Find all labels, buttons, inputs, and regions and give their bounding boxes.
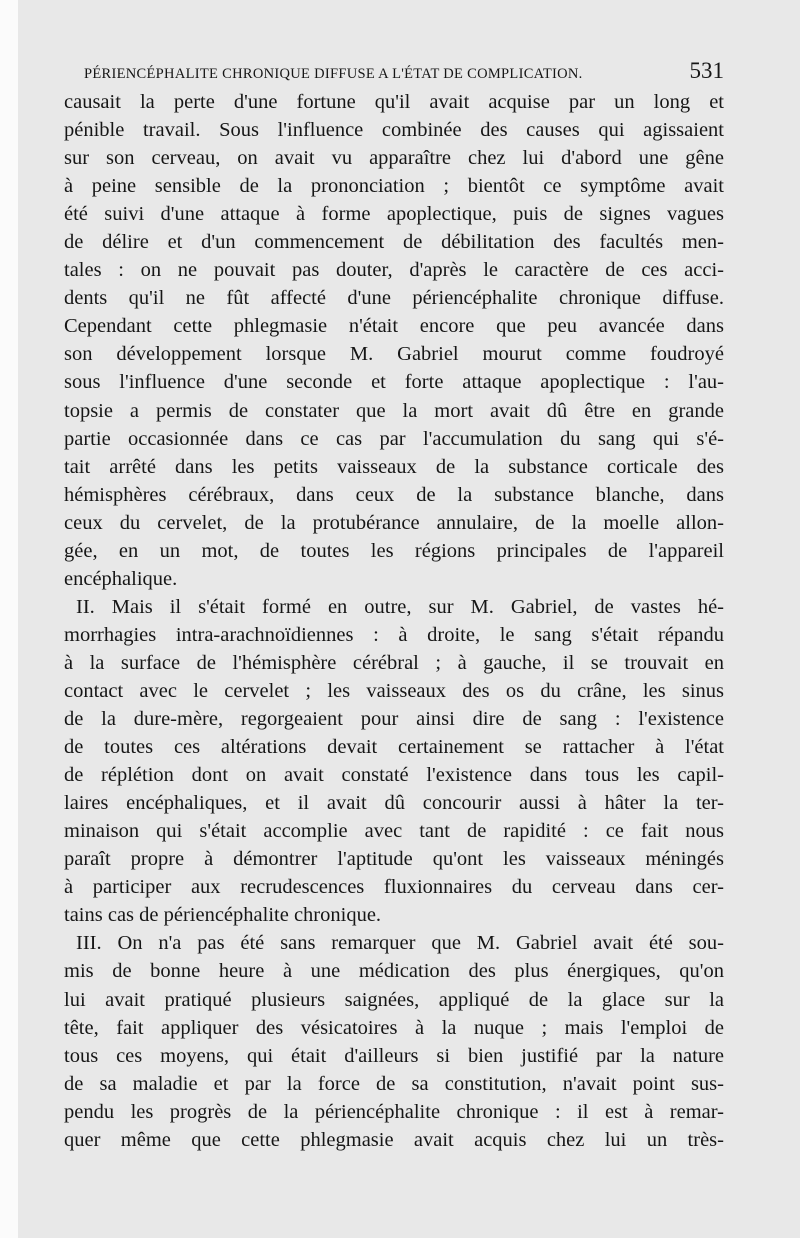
text-line: à la surface de l'hémisphère cérébral ; à gauche, il se trouvait en <box>64 651 724 674</box>
text-line: contact avec le cervelet ; les vaisseaux des os du crâne, les sinus <box>64 679 724 702</box>
page-edge <box>0 0 18 1238</box>
text-line: tous ces moyens, qui était d'ailleurs si bien justifié par la nature <box>64 1044 724 1067</box>
body-text <box>64 88 724 1154</box>
text-line: à peine sensible de la prononciation ; bientôt ce symptôme avait <box>64 175 724 198</box>
book-page <box>18 0 800 1238</box>
text-line: topsie a permis de constater que la mort avait dû être en grande <box>64 399 724 422</box>
text-line: pendu les progrès de la périencéphalite chronique : il est à remar- <box>64 1100 724 1123</box>
text-line: mis de bonne heure à une médication des plus énergiques, qu'on <box>64 960 724 983</box>
page-number: 531 <box>689 58 724 83</box>
text-line: laires encéphaliques, et il avait dû concourir aussi à hâter la ter- <box>64 792 724 815</box>
text-line: gée, en un mot, de toutes les régions principales de l'appareil <box>64 539 724 562</box>
text-line: morrhagies intra-arachnoïdiennes : à droite, le sang s'était répandu <box>64 623 724 646</box>
text-line: encéphalique. <box>64 567 178 590</box>
text-line: tête, fait appliquer des vésicatoires à la nuque ; mais l'emploi de <box>64 1016 724 1039</box>
section-start-line: II. Mais il s'était formé en outre, sur M. Gabriel, de vastes hé- <box>76 595 724 618</box>
text-line: sur son cerveau, on avait vu apparaître chez lui d'abord une gêne <box>64 147 724 170</box>
text-line: tains cas de périencéphalite chronique. <box>64 904 382 927</box>
text-line: pénible travail. Sous l'influence combinée des causes qui agissaient <box>64 119 724 142</box>
text-line: hémisphères cérébraux, dans ceux de la substance blanche, dans <box>64 483 724 506</box>
text-line: quer même que cette phlegmasie avait acquis chez lui un très- <box>64 1128 724 1151</box>
text-line: lui avait pratiqué plusieurs saignées, appliqué de la glace sur la <box>64 988 724 1011</box>
text-line: de réplétion dont on avait constaté l'existence dans tous les capil- <box>64 764 724 787</box>
text-line: paraît propre à démontrer l'aptitude qu'ont les vaisseaux méningés <box>64 848 724 871</box>
section-start-line: III. On n'a pas été sans remarquer que M. Gabriel avait été sou- <box>76 932 724 955</box>
text-line: son développement lorsque M. Gabriel mourut comme foudroyé <box>64 343 724 366</box>
text-line: partie occasionnée dans ce cas par l'accumulation du sang qui s'é- <box>64 427 724 450</box>
text-line: minaison qui s'était accomplie avec tant de rapidité : ce fait nous <box>64 820 724 843</box>
text-line: causait la perte d'une fortune qu'il avait acquise par un long et <box>64 91 724 113</box>
text-line: tales : on ne pouvait pas douter, d'après le caractère de ces acci- <box>64 259 724 282</box>
running-title: PÉRIENCÉPHALITE CHRONIQUE DIFFUSE A L'ÉTAT DE COMPLICATION. <box>84 66 583 82</box>
text-line: tait arrêté dans les petits vaisseaux de la substance corticale des <box>64 455 724 478</box>
text-line: de la dure-mère, regorgeaient pour ainsi dire de sang : l'existence <box>64 708 724 731</box>
text-line: à participer aux recrudescences fluxionnaires du cerveau dans cer- <box>64 876 724 899</box>
text-line: de sa maladie et par la force de sa constitution, n'avait point sus- <box>64 1072 724 1095</box>
text-line: de délire et d'un commencement de débilitation des facultés men- <box>64 231 724 254</box>
text-line: sous l'influence d'une seconde et forte attaque apoplectique : l'au- <box>64 371 724 394</box>
running-header <box>84 58 724 84</box>
text-line: ceux du cervelet, de la protubérance annulaire, de la moelle allon- <box>64 511 724 534</box>
text-line: Cependant cette phlegmasie n'était encore que peu avancée dans <box>64 315 724 338</box>
text-line: dents qu'il ne fût affecté d'une périencéphalite chronique diffuse. <box>64 287 724 310</box>
text-line: été suivi d'une attaque à forme apoplectique, puis de signes vagues <box>64 203 724 226</box>
text-line: de toutes ces altérations devait certainement se rattacher à l'état <box>64 736 724 759</box>
